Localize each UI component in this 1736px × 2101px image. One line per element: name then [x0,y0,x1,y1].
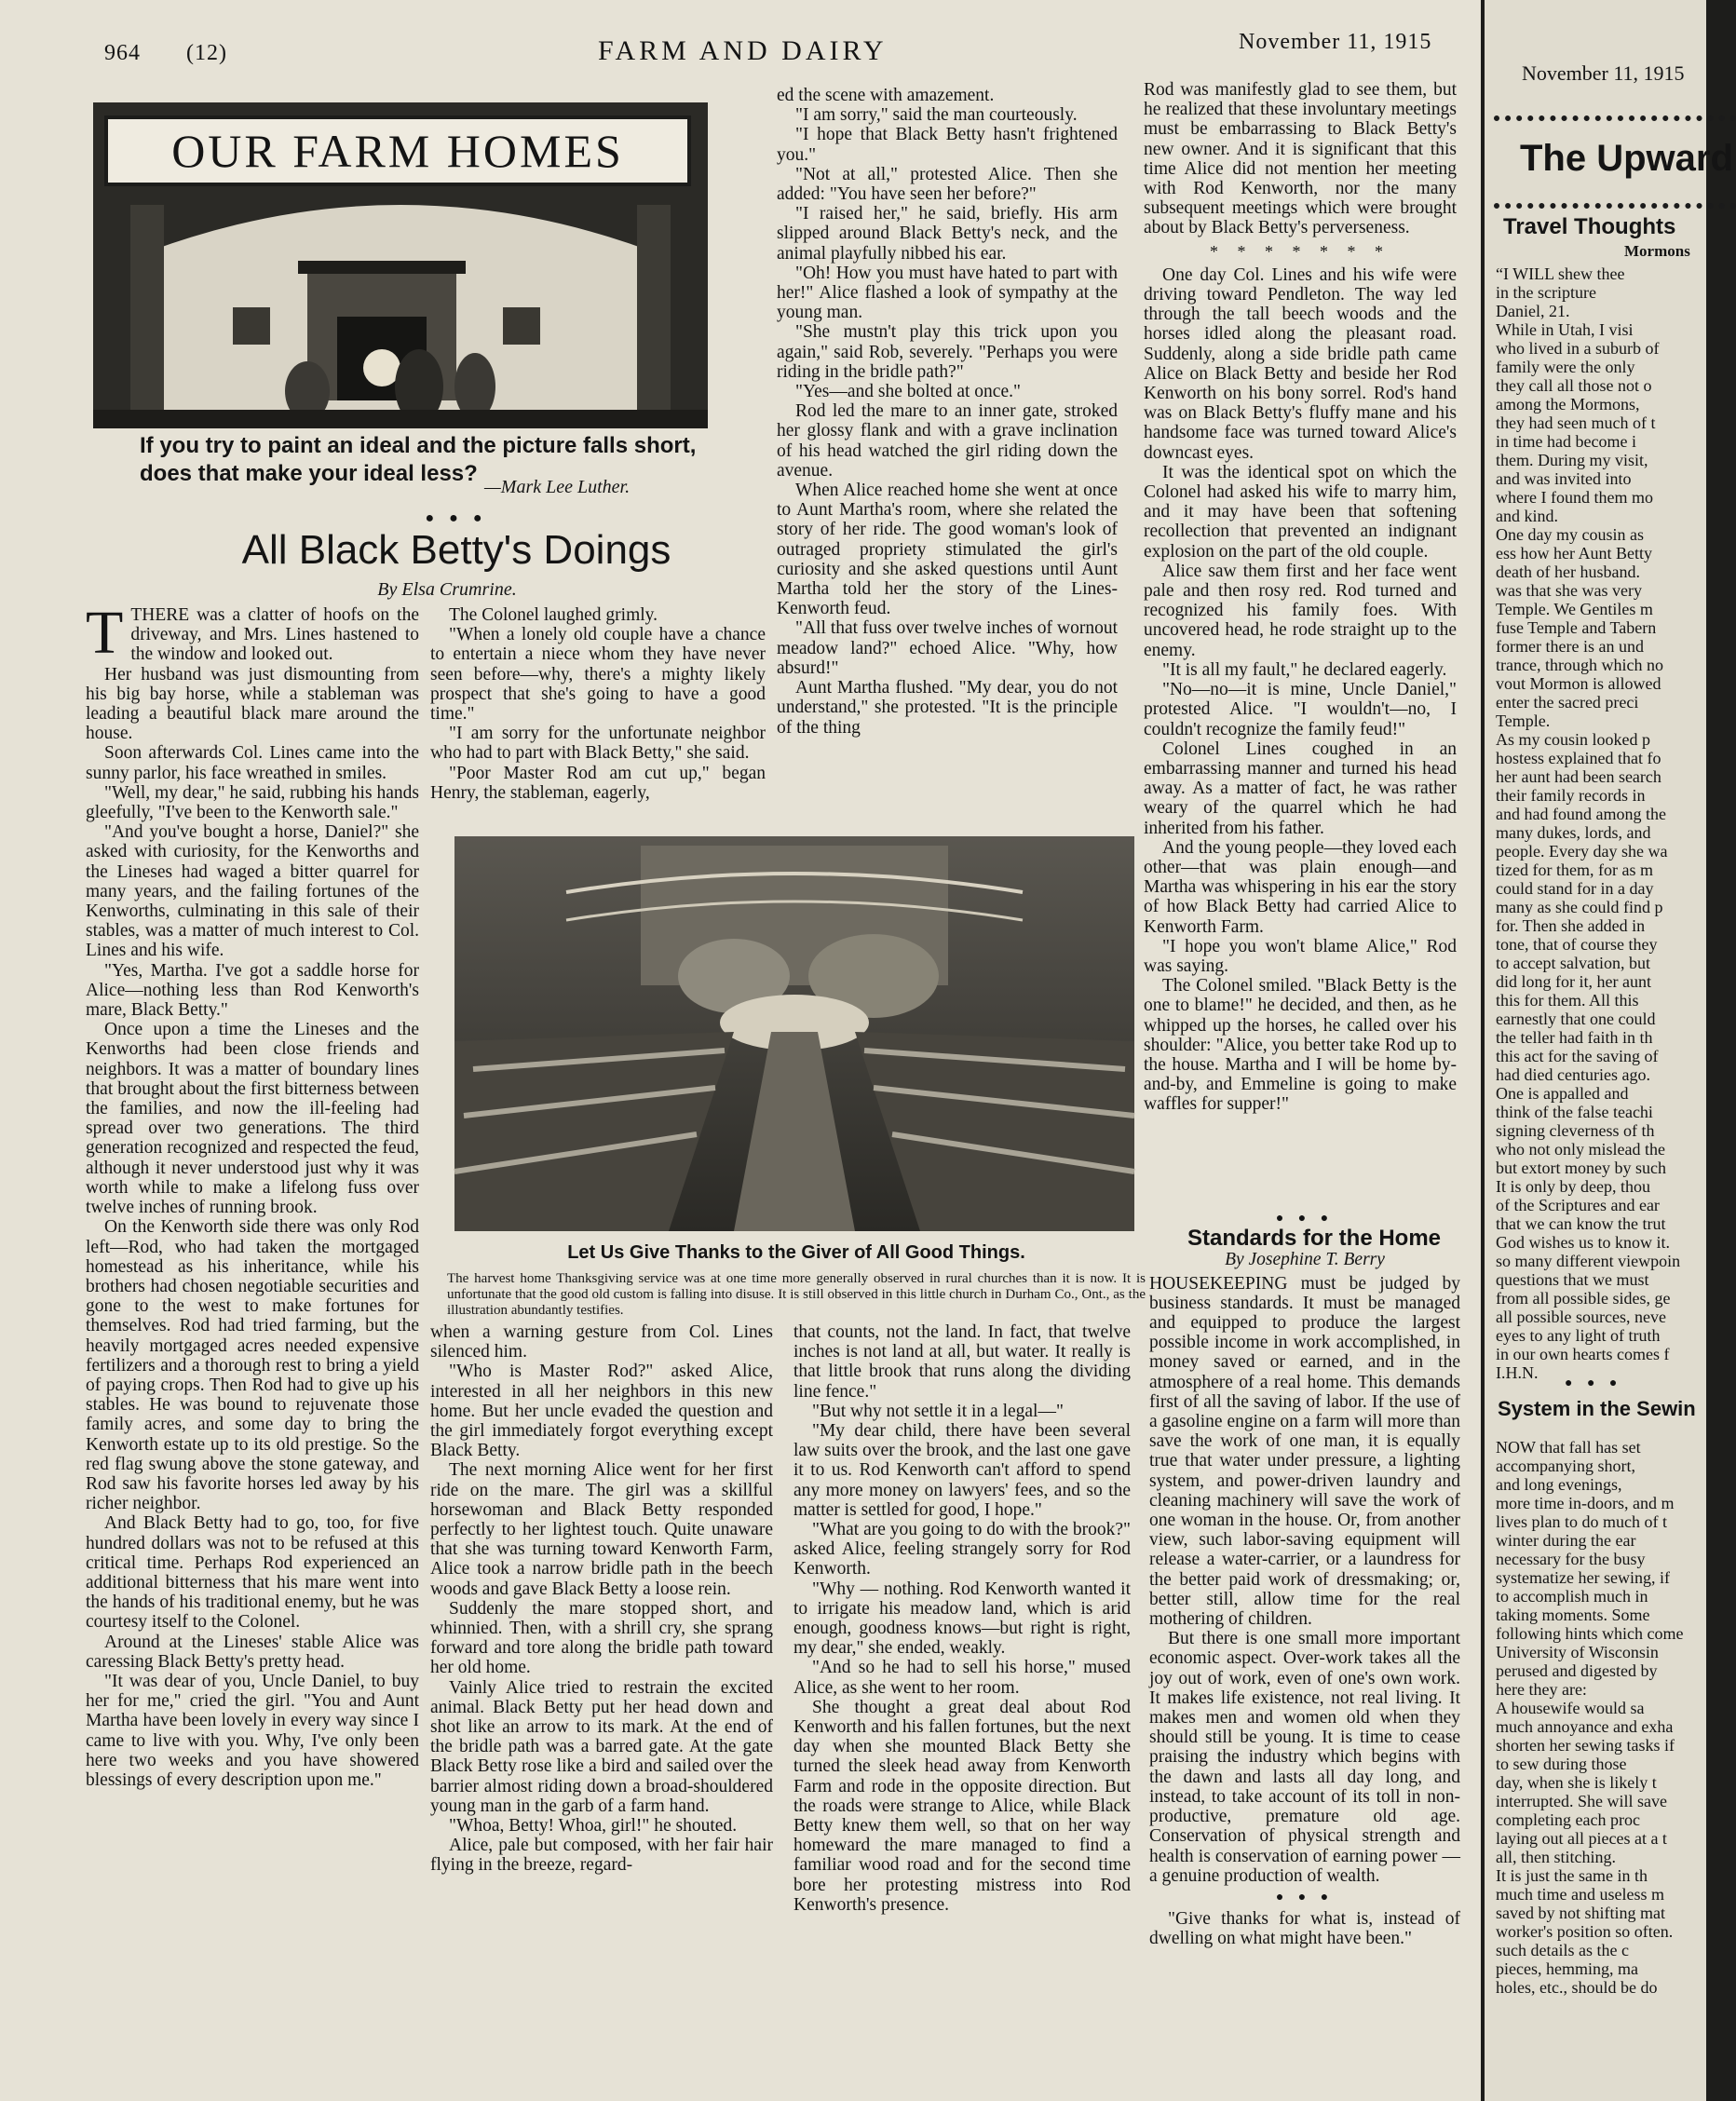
story-paragraph: Suddenly the mare stopped short, and whinnied. Then, with a shrill cry, she sprang forward and tore along the bridle path toward her old home. [430,1598,773,1678]
story-paragraph: She thought a great deal about Rod Kenworth and his fallen fortunes, but the next day when she mounted Black Betty she turned the sleek head away from Kenworth Farm and rode in the opposite direction. But the roads were strange to Alice, while Black Betty knew them well, so that on her way homeward the mare managed to find a familiar wood road and for the second time bore her protesting mistress into Rod Kenworth's presence. [793,1697,1131,1915]
church-interior-image [454,836,1134,1231]
story-column-3-bottom [793,1322,1131,1915]
standards-paragraph: "Give thanks for what is, instead of dwelling on what might have been." [1149,1909,1460,1949]
epigraph-author: —Mark Lee Luther. [484,477,631,497]
travel-thoughts-title: Travel Thoughts [1503,214,1676,239]
scene-break-stars: * * * * * * * [1210,241,1390,261]
story-paragraph: The Colonel smiled. "Black Betty is the one to blame!" he decided, and then, as he whipped up the horses, he called over his shoulder: "Alice, you better take Rod up to the house. Martha and I will be home by-and-by, and Emmeline is going to make waffles for supper!" [1144,976,1457,1115]
text-line: of the Scriptures and ear [1496,1196,1660,1214]
story-paragraph: "Not at all," protested Alice. Then she added: "You have seen her before?" [777,164,1118,205]
text-line: here they are: [1496,1680,1587,1699]
text-line: completing each proc [1496,1810,1640,1829]
story-paragraph: Rod led the mare to an inner gate, stroked her glossy flank and with a grave inclination of his head watched the girl riding down the avenue. [777,401,1118,481]
text-line: in time had become i [1496,432,1636,451]
text-line: and had found among the [1496,805,1666,823]
story-paragraph: "I raised her," he said, briefly. His arm slipped around Black Betty's neck, and the animal playfully nibbed his ear. [777,204,1118,264]
text-line: many dukes, lords, and [1496,823,1651,842]
text-line: eyes to any light of truth [1496,1326,1661,1345]
text-line: and kind. [1496,507,1558,525]
church-thanksgiving-photo [454,836,1134,1231]
story-column-2-top [430,605,766,803]
text-line: taking moments. Some [1496,1606,1650,1624]
story-paragraph: "All that fuss over twelve inches of wornout meadow land?" echoed Alice. "Why, how absurd!" [777,618,1118,678]
story-paragraph: One day Col. Lines and his wife were driving toward Pendleton. The way led through the tall beech woods and the horses idled along the pleasant road. Suddenly, along a side bridle path came Alice on Black Betty and beside her Rod Kenworth on his bony sorrel. Rod's hand was on Black Betty's fluffy mane and his handsome face was turned toward Alice's downcast eyes. [1144,264,1457,463]
text-line: so many different viewpoin [1496,1252,1681,1270]
text-line: worker's position so often. [1496,1922,1674,1941]
text-line: winter during the ear [1496,1531,1636,1550]
text-line: laying out all pieces at a t [1496,1829,1667,1848]
text-line: this for them. All this [1496,991,1639,1010]
sewing-title: System in the Sewin [1498,1397,1696,1420]
story-column-4-top [1144,80,1457,1115]
text-line: to accomplish much in [1496,1587,1648,1606]
story-paragraph: "It was dear of you, Uncle Daniel, to buy her for me," cried the girl. "You and Aunt Martha have been lovely in every way since I came to live with you. Why, I've only been here two weeks and you have showered blessings of every description upon me." [86,1671,419,1790]
text-line: them. During my visit, [1496,451,1648,469]
story-paragraph: "And so he had to sell his horse," mused Alice, as she went to her room. [793,1658,1131,1698]
our-farm-homes-banner [93,102,708,428]
text-line: tized for them, for as m [1496,861,1653,879]
standards-paragraph: HOUSEKEEPING must be judged by business standards. It must be managed and equipped to produce the largest possible income in work accomplished, in money saved or earned, and in the atmosphere of a real home. This demands first of all the saving of labor. If the use of a gasoline engine on a farm will more than save the work of one man, it is equally true that water under pressure, a lighting system, and power-driven laundry and cleaning machinery will save the work of one woman in the house. Or, from another view, such labor-saving equipment will release a water-carrier, or a laundress for the better paid work of dressmaking; or, better still, allow time for the real mothering of children. [1149,1273,1460,1630]
story-column-1 [86,599,419,1790]
text-line: Daniel, 21. [1496,302,1570,320]
story-paragraph: "When a lonely old couple have a chance to entertain a niece whom they have never seen before—why, there's a mighty likely prospect that she's going to have a good time." [430,625,766,725]
story-paragraph: when a warning gesture from Col. Lines silenced him. [430,1322,773,1362]
facing-page-date: November 11, 1915 [1522,61,1685,85]
text-line: family were the only [1496,358,1635,376]
text-line: hostess explained that fo [1496,749,1661,767]
text-line: did long for it, her aunt [1496,972,1651,991]
text-line: signing cleverness of th [1496,1121,1655,1140]
text-line: I.H.N. [1496,1363,1539,1382]
text-line: “I WILL shew thee [1496,264,1625,283]
text-line: holes, etc., should be do [1496,1978,1658,1997]
story-paragraph: "I am sorry," said the man courteously. [795,105,1078,126]
story-paragraph: When Alice reached home she went at once to Aunt Martha's room, where she related the story of her ride. The good woman's look of outraged propriety stimulated the girl's curiosity and she asked questions until Aunt Martha told her the story of the Lines-Kenworth feud. [777,481,1118,619]
text-line: perused and digested by [1496,1661,1658,1680]
drop-cap-t: T [86,599,124,667]
text-line: from all possible sides, ge [1496,1289,1671,1308]
text-line: to sew during those [1496,1755,1627,1773]
text-line: they had seen much of t [1496,413,1656,432]
standards-column [1149,1209,1460,1949]
photo-title: Let Us Give Thanks to the Giver of All Good Things. [567,1242,1025,1263]
banner-title-box [104,115,691,186]
story-paragraph: On the Kenworth side there was only Rod left—Rod, who had taken the mortgaged homestead as his inheritance, while his brothers had chosen negotiable securities and gone to the west to make fortunes for themselves. Rod had tried farming, but the heavily mortgaged acres needed expensive fertilizers and a thorough rest to bring a yield of paying crops. Then Rod had to give up his stables. He was bound to rejuvenate those family acres, and some day to bring the Kenworth estate up to its old prestige. So the red flag swung above the stone gateway, and Rod saw his favorite horses led away by his richer neighbor. [86,1217,419,1514]
text-line: the teller had faith in th [1496,1028,1653,1047]
text-line: following hints which come [1496,1624,1684,1643]
travel-thoughts-text [1496,264,1680,1382]
text-line: among the Mormons, [1496,395,1640,413]
photo-caption: The harvest home Thanksgiving service was at one time more generally observed in rural churches than it is now. It is unfortunate that the good old custom is falling into disuse. It is still observed in this little church in Durham Co., Ont., as the illustration abundantly testifies. [447,1271,1146,1318]
story-paragraph: "Why — nothing. Rod Kenworth wanted it to irrigate his meadow land, which is arid enough, goodness knows—but right is right, my dear," she ended, weakly. [793,1579,1131,1659]
text-line: to accept salvation, but [1496,954,1650,972]
story-paragraph: "Oh! How you must have hated to part with her!" Alice flashed a look of sympathy at the young man. [777,263,1118,323]
section-break: ● ● ● [1275,1890,1335,1904]
text-line: that we can know the trut [1496,1214,1666,1233]
text-line: shorten her sewing tasks if [1496,1736,1675,1755]
text-line: earnestly that one could [1496,1010,1656,1028]
story-paragraph: "My dear child, there have been several law suits over the brook, and the last one gave it to us. Rod Kenworth can't afford to spend any more money on lawyers' fees, and so the matter is settled for good, I hope." [793,1421,1131,1520]
text-line: think of the false teachi [1496,1103,1653,1121]
story-paragraph: Alice, pale but composed, with her fair hair flying in the breeze, regard- [430,1836,773,1876]
text-line: this act for the saving of [1496,1047,1659,1065]
facing-page-fragment [1485,0,1733,2101]
fireplace-scene-illustration [93,186,708,428]
text-line: It is just the same in th [1496,1866,1648,1885]
story-paragraph: The Colonel laughed grimly. [449,605,658,625]
text-line: people. Every day she wa [1496,842,1668,861]
text-line: her aunt had been search [1496,767,1661,786]
text-line: While in Utah, I visi [1496,320,1634,339]
story-paragraph: Alice saw them first and her face went pale and then rosy red. Rod turned and recognized his family foes. With uncovered head, he rode straight up to the enemy. [1144,561,1457,660]
text-line: they call all those not o [1496,376,1652,395]
text-line: NOW that fall has set [1496,1438,1641,1457]
section-number: (12) [186,41,227,65]
standards-title: Standards for the Home [1187,1226,1442,1252]
text-line: vout Mormon is allowed [1496,674,1661,693]
story-paragraph: The next morning Alice went for her first ride on the mare. The girl was a skillful horsewoman and Black Betty responded perfectly to her lightest touch. Quite unaware that she was turning toward Kenworth Farm, Alice took a narrow bridle path in the beech woods and gave Black Betty a loose rein. [430,1460,773,1599]
publication-name: FARM AND DAIRY [598,35,888,66]
story-title: All Black Betty's Doings [241,527,671,573]
text-line: As my cousin looked p [1496,730,1650,749]
text-line: A housewife would sa [1496,1699,1645,1717]
text-line: trance, through which no [1496,656,1663,674]
banner-title: OUR FARM HOMES [171,125,624,177]
story-paragraph: And Black Betty had to go, too, for five hundred dollars was not to be refused at this critical time. Perhaps Rod experienced an additional bitterness that his mare went into the hands of his traditional enemy, but he was courtesy itself to the Colonel. [86,1513,419,1633]
story-paragraph: "Well, my dear," he said, rubbing his hands gleefully, "I've been to the Kenworth sale." [86,782,419,823]
text-line: all, then stitching. [1496,1848,1616,1866]
text-line: where I found them mo [1496,488,1653,507]
text-line: for. Then she added in [1496,916,1646,935]
text-line: had died centuries ago. [1496,1065,1650,1084]
story-paragraph: Aunt Martha flushed. "My dear, you do not understand," she protested. "It is the principle of the thing [777,678,1118,738]
text-line: fuse Temple and Tabern [1496,618,1657,637]
story-paragraph: THERE was a clatter of hoofs on the driveway, and Mrs. Lines hastened to the window and looked out. [130,605,419,665]
story-paragraph: Rod was manifestly glad to see them, but he realized that these involuntary meetings must be embarrassing to Black Betty's new owner. And it is significant that this time Alice did not mention her meeting with Rod Kenworth, nor the many subsequent meetings which were brought about by Black Betty's perverseness. [1144,80,1457,238]
section-break: ● ● ● [1565,1376,1623,1390]
text-line: many as she could find p [1496,898,1663,916]
text-line: One is appalled and [1496,1084,1629,1103]
text-line: enter the sacred preci [1496,693,1639,712]
text-line: but extort money by such [1496,1159,1666,1177]
story-paragraph: And the young people—they loved each other—that was plain enough—and Martha was whispering in his ear the story of how Black Betty had carried Alice to Kenworth Farm. [1144,837,1457,937]
section-break: ● ● ● [425,510,488,526]
story-column-2-bottom [430,1322,773,1876]
photo-caption-block [447,1242,1146,1319]
text-line: in our own hearts comes f [1496,1345,1670,1363]
text-line: former there is an und [1496,637,1644,656]
text-line: their family records in [1496,786,1646,805]
text-line: accompanying short, [1496,1457,1635,1475]
story-paragraph: that counts, not the land. In fact, that twelve inches is not land at all, but water. It really is that little brook that runs along the dividing line fence." [793,1322,1131,1402]
text-line: God wishes us to know it. [1496,1233,1671,1252]
story-column-3-top [777,86,1118,738]
section-break: ● ● ● [1275,1212,1335,1226]
text-line: and long evenings, [1496,1475,1622,1494]
sewing-text [1496,1438,1683,1997]
story-paragraph: "What are you going to do with the brook?" asked Alice, feeling strangely sorry for Rod Kenworth. [793,1520,1131,1579]
story-paragraph: "It is all my fault," he declared eagerly. [1162,659,1447,680]
text-line: saved by not shifting mat [1496,1904,1665,1922]
text-line: Temple. [1496,712,1551,730]
text-line: University of Wisconsin [1496,1643,1659,1661]
text-line: death of her husband. [1496,563,1640,581]
upward-banner [1494,115,1736,209]
text-line: more time in-doors, and m [1496,1494,1675,1512]
text-line: who not only mislead the [1496,1140,1665,1159]
story-paragraph: Soon afterwards Col. Lines came into the sunny parlor, his face wreathed in smiles. [86,743,419,783]
story-paragraph: Once upon a time the Lineses and the Kenworths had been close friends and neighbors. It was a matter of boundary lines that brought about the first bitterness between the families, and now the ill-feeling had spread over two generations. The third generation recognized and respected the feud, although it never understood just why it was worth while to make a lifelong fuss over twelve inches of running brook. [86,1020,419,1218]
text-line: lives plan to do much of t [1496,1512,1667,1531]
text-line: could stand for in a day [1496,879,1654,898]
story-paragraph: Vainly Alice tried to restrain the excited animal. Black Betty put her head down and shot like an arrow to its mark. At the end of the bridle path was a barred gate. At the gate Black Betty rose like a bird and sailed over the barrier almost riding down a broad-shouldered young man in the garb of a farm hand. [430,1677,773,1816]
story-paragraph: Her husband was just dismounting from his big bay horse, while a stableman was leading a beautiful black mare around the house. [86,664,419,744]
upward-banner-title: The Upward [1520,138,1733,179]
text-line: pieces, hemming, ma [1496,1959,1638,1978]
text-line: who lived in a suburb of [1496,339,1660,358]
story-paragraph: "She mustn't play this trick upon you again," said Rob, severely. "Perhaps you were riding in the bridle path?" [777,322,1118,382]
story-paragraph: ed the scene with amazement. [777,86,995,105]
story-paragraph: "Yes—and she bolted at once." [795,382,1021,402]
text-line: such details as the c [1496,1941,1629,1959]
story-paragraph: "No—no—it is mine, Uncle Daniel," protested Alice. "I wouldn't—no, I couldn't recognize the family feud!" [1144,680,1457,739]
story-paragraph: "Yes, Martha. I've got a saddle horse for Alice—nothing less than Rod Kenworth's mare, Black Betty." [86,960,419,1021]
travel-thoughts-subtitle: Mormons [1624,242,1690,260]
page-date: November 11, 1915 [1239,30,1432,54]
text-line: much time and useless m [1496,1885,1664,1904]
story-paragraph: "I hope that Black Betty hasn't frightened you." [777,125,1118,165]
text-line: interrupted. She will save [1496,1792,1667,1810]
text-line: tone, that of course they [1496,935,1658,954]
story-paragraph: "But why not settle it in a legal—" [812,1401,1064,1421]
story-paragraph: "I am sorry for the unfortunate neighbor who had to part with Black Betty," she said. [430,724,766,764]
text-line: Temple. We Gentiles m [1496,600,1653,618]
text-line: much annoyance and exha [1496,1717,1674,1736]
epigraph-quote: If you try to paint an ideal and the picture falls short, does that make your ideal less? [140,433,697,486]
story-paragraph: "I hope you won't blame Alice," Rod was saying. [1144,936,1457,976]
text-line: in the scripture [1496,283,1596,302]
story-paragraph: "Poor Master Rod am cut up," began Henry, the stableman, eagerly, [430,763,766,803]
story-paragraph: "And you've bought a horse, Daniel?" she asked with curiosity, for the Kenworths and the Lineses had waged a bitter quarrel for many years, and the failing fortunes of the Kenworths, culminating in this sale of their stables, was a matter of much interest to Col. Lines and his wife. [86,822,419,961]
text-line: and was invited into [1496,469,1632,488]
story-paragraph: Colonel Lines coughed in an embarrassing manner and turned his head away. As a matter of fact, he was rather weary of the quarrel which he had inherited from his father. [1144,739,1457,838]
text-line: questions that we must [1496,1270,1649,1289]
text-line: day, when she is likely t [1496,1773,1657,1792]
page-number: 964 [104,41,141,65]
standards-paragraph: But there is one small more important economic aspect. Over-work takes all the joy out of work, even of one's own work. It makes life existence, not real living. It makes men and women old when they should still be young. It is time to cease praising the industry which begins with the dawn and lasts all day long, and instead, to take account of its toll in non-productive, premature old age. Conservation of physical strength and health is conservation of earning power — a genuine production of wealth. [1149,1629,1460,1886]
story-paragraph: "Who is Master Rod?" asked Alice, interested in all her neighbors in this new home. But her uncle evaded the question and the girl immediately forgot everything except Black Betty. [430,1362,773,1461]
text-line: necessary for the busy [1496,1550,1646,1568]
story-paragraph: "Whoa, Betty! Whoa, girl!" he shouted. [449,1816,738,1837]
text-line: It is only by deep, thou [1496,1177,1650,1196]
text-line: was that she was very [1496,581,1642,600]
text-line: all possible sources, neve [1496,1308,1666,1326]
text-line: ess how her Aunt Betty [1496,544,1652,563]
text-line: One day my cousin as [1496,525,1644,544]
story-byline: By Elsa Crumrine. [377,579,517,600]
standards-byline: By Josephine T. Berry [1225,1250,1385,1270]
story-paragraph: It was the identical spot on which the Colonel had asked his wife to marry him, and it may have been that softening recollection that prevented an indignant explosion on the part of the old couple. [1144,462,1457,562]
text-line: systematize her sewing, if [1496,1568,1670,1587]
story-paragraph: Around at the Lineses' stable Alice was caressing Black Betty's pretty head. [86,1632,419,1672]
